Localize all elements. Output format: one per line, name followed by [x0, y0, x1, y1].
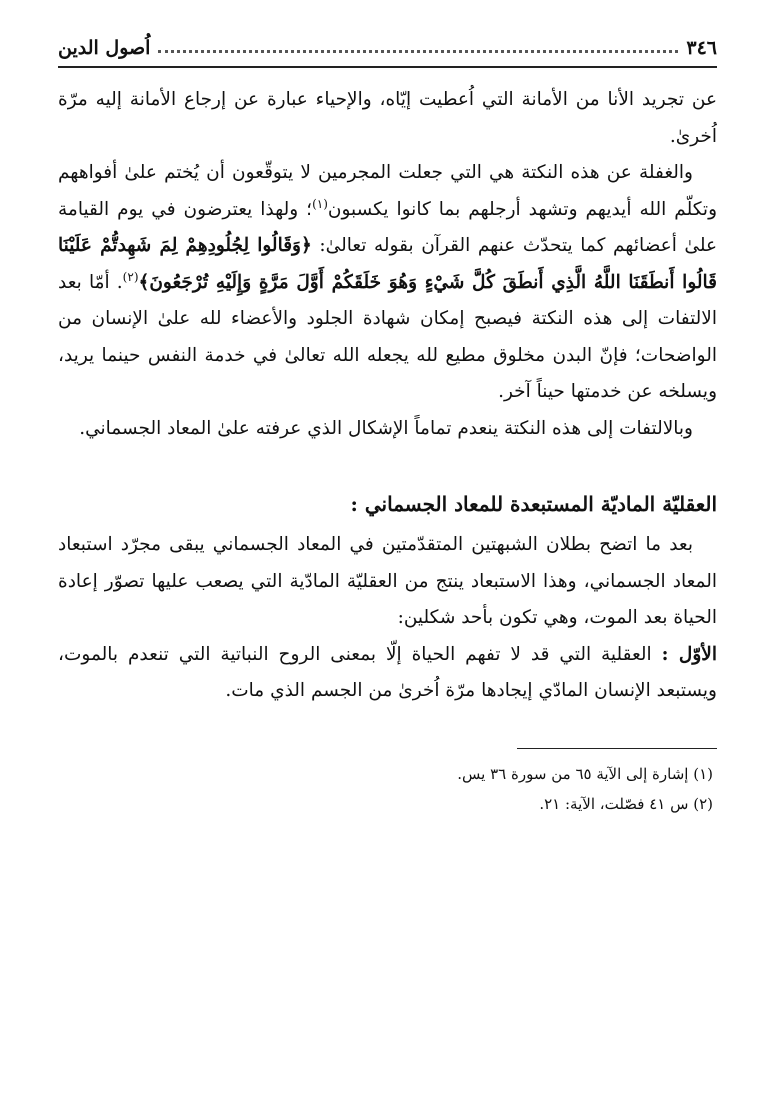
book-title: اُصول الدين [58, 37, 151, 59]
footnote-1: (١) إشارة إلى الآية ٦٥ من سورة ٣٦ يس. [457, 764, 713, 783]
footnote-ref-1: (١) [312, 196, 328, 211]
quran-open-bracket: ﴿ [300, 235, 312, 256]
first-point-label: الأوّل : [661, 643, 717, 665]
footnote-2: (٢) س ٤١ فصّلت، الآية: ٢١. [539, 794, 713, 813]
paragraph-3: وبالالتفات إلى هذه النكتة ينعدم تماماً الإشكال الذي عرفته علىٰ المعاد الجسماني. [79, 417, 693, 439]
section-heading: العقليّة الماديّة المستبعدة للمعاد الجسماني : [350, 492, 717, 516]
quran-verse: وَقَالُوا لِجُلُودِهِمْ لِمَ شَهِدتُّمْ عَلَيْنَا قَالُوا أَنطَقَنَا اللَّهُ الَّذِي أَنطَقَ كُلَّ شَيْءٍ وَهُوَ خَلَقَكُمْ أَوَّلَ مَرَّةٍ وَإِلَيْهِ تُرْجَعُونَ [58, 235, 717, 293]
footnotes [58, 759, 717, 819]
paragraph-2-part-a: والغفلة عن هذه النكتة هي التي جعلت المجرمين لا يتوقّعون أن يُختم علىٰ أفواههم وتكلّم الله أيديهم وتشهد أرجلهم بما كانوا يكسبون [58, 162, 717, 220]
book-page [58, 30, 717, 1056]
paragraph-1: عن تجريد الأنا من الأمانة التي اُعطيت إيّاه، والإحياء عبارة عن إرجاع الأمانة إليه مرّة اُخرىٰ. [58, 89, 717, 147]
paragraph-2 [58, 155, 717, 411]
paragraph-2-part-c: . أمّا بعد الالتفات إلى هذه النكتة فيصبح إمكان شهادة الجلود والأعضاء لله علىٰ الإنسان من الواضحات؛ فإنّ البدن مخلوق مطيع لله يجعله الله تعالىٰ في خدمة النفس حينما يريد، ويسلخه عن خدمتها حيناً آخر. [58, 271, 717, 402]
quran-close-bracket: ﴾ [138, 271, 150, 293]
first-point-text: العقلية التي قد لا تفهم الحياة إلّا بمعنى الروح النباتية التي تنعدم بالموت، ويستبعد الإنسان المادّي إيجادها مرّة اُخرىٰ من الجسم الذي مات. [58, 643, 717, 701]
page-number: ٣٤٦ [686, 37, 717, 59]
footnote-separator [517, 748, 717, 749]
footnote-ref-2: (٢) [122, 269, 139, 284]
running-header [58, 30, 717, 68]
paragraph-4: بعد ما اتضح بطلان الشبهتين المتقدّمتين في المعاد الجسماني يبقى مجرّد استبعاد المعاد الجسماني، وهذا الاستبعاد ينتج من العقليّة المادّية التي يصعب عليها تصوّر إعادة الحياة بعد الموت، وهي تكون بأحد شكلين: [58, 534, 717, 628]
dotted-leader [158, 50, 678, 53]
main-text [58, 82, 717, 710]
paragraph-5 [58, 637, 717, 710]
paragraph-2-part-b: ؛ ولهذا يعترضون في يوم القيامة علىٰ أعضائهم كما يتحدّث عنهم القرآن بقوله تعالىٰ: [58, 198, 717, 256]
